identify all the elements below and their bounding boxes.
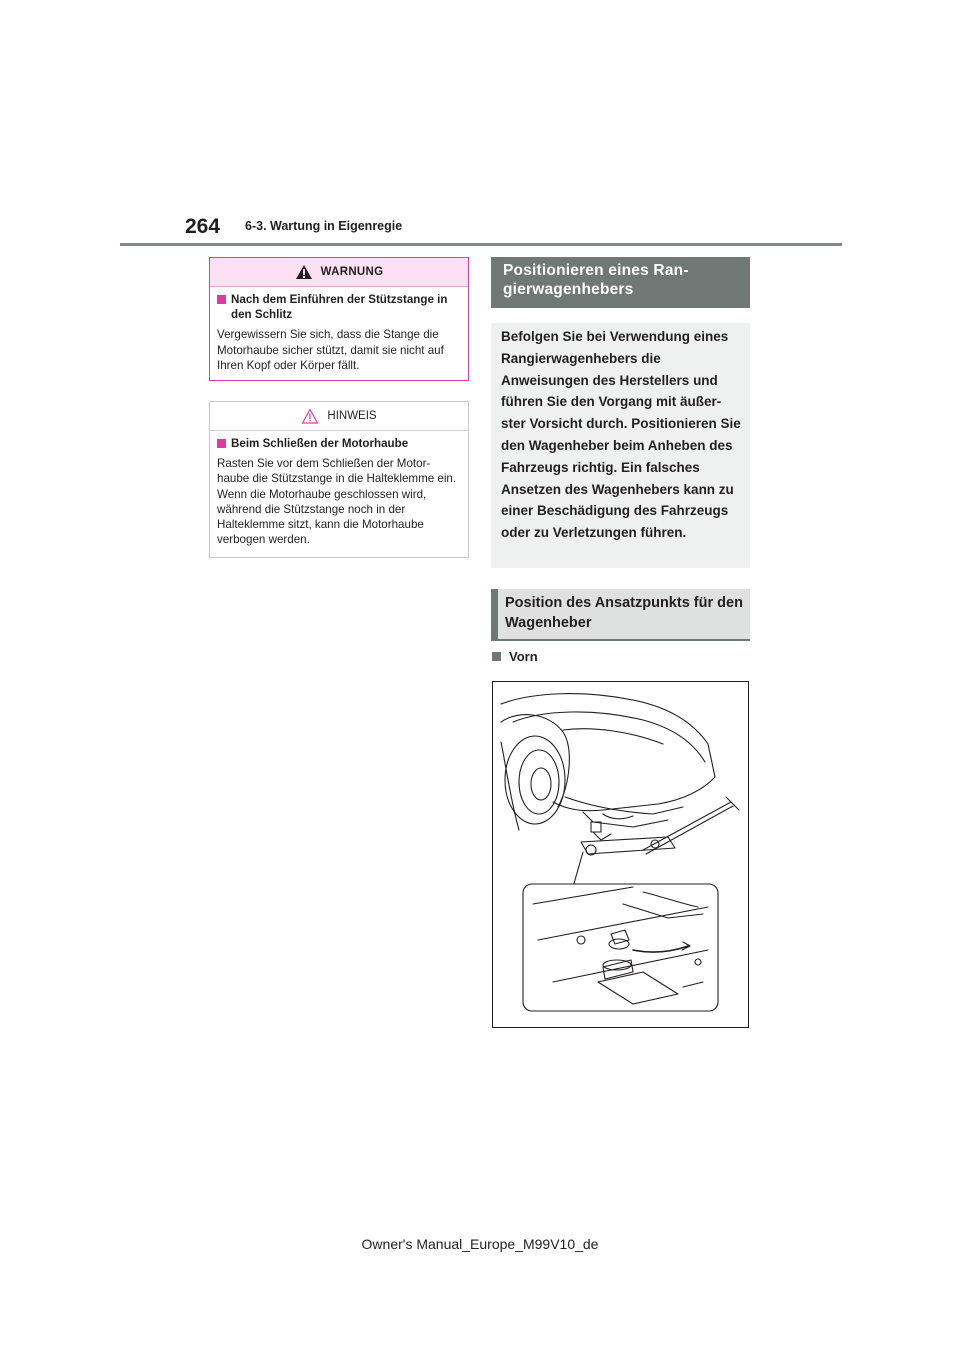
subheading-rule	[491, 639, 750, 641]
section-title: 6-3. Wartung in Eigenregie	[245, 219, 403, 233]
notice-bullet-title: Beim Schließen der Motorhaube	[231, 437, 409, 450]
warning-text: Vergewissern Sie sich, dass die Stange die Motorhaube sicher stützt, damit sie nicht auf Ihren Kopf oder Körper fällt.	[217, 328, 444, 372]
warning-bullet-title: Nach dem Einführen der Stützstange in den Schlitz	[231, 293, 448, 322]
intro-text: Befolgen Sie bei Verwendung eines Rangierwagenhebers die Anweisungen des Herstellers und führen Sie den Vorgang mit äußer-ster Vorsicht durch. Positionieren Sie den Wagenheber beim Anheben des Fahrzeugs richtig. Ein falsches Ansetzen des Wagenhebers kann zu einer Beschädigung des Fahrzeugs oder zu Verletzungen führen.	[491, 323, 750, 568]
warning-box	[209, 257, 469, 381]
notice-box	[209, 401, 469, 558]
header-rule	[120, 243, 842, 246]
page-number: 264	[185, 215, 221, 238]
notice-text: Rasten Sie vor dem Schließen der Motor-haube die Stützstange in die Halteklemme ein. Wenn die Motorhaube geschlossen wird, während die Stützstange noch in der Halteklemme sitzt, kann die Motorhaube verbogen werden.	[217, 457, 457, 547]
subheading: Position des Ansatzpunkts für den Wagenheber	[491, 589, 750, 640]
jack-point-illustration	[492, 681, 749, 1028]
warning-header	[210, 258, 468, 287]
section-banner: Positionieren eines Ran-gierwagenhebers	[491, 257, 750, 308]
notice-label: HINWEIS	[327, 410, 377, 422]
bullet-square-icon	[492, 652, 501, 661]
car-jack-drawing	[493, 682, 748, 1027]
figure-caption-text: Vorn	[509, 649, 538, 664]
bullet-square-icon	[217, 295, 226, 304]
figure-caption	[492, 649, 538, 664]
warning-triangle-icon	[295, 264, 313, 280]
notice-header	[210, 402, 468, 431]
caution-triangle-outline-icon	[301, 408, 319, 424]
footer: Owner's Manual_Europe_M99V10_de	[361, 1236, 599, 1252]
warning-label: WARNUNG	[320, 266, 384, 278]
bullet-square-icon	[217, 439, 226, 448]
